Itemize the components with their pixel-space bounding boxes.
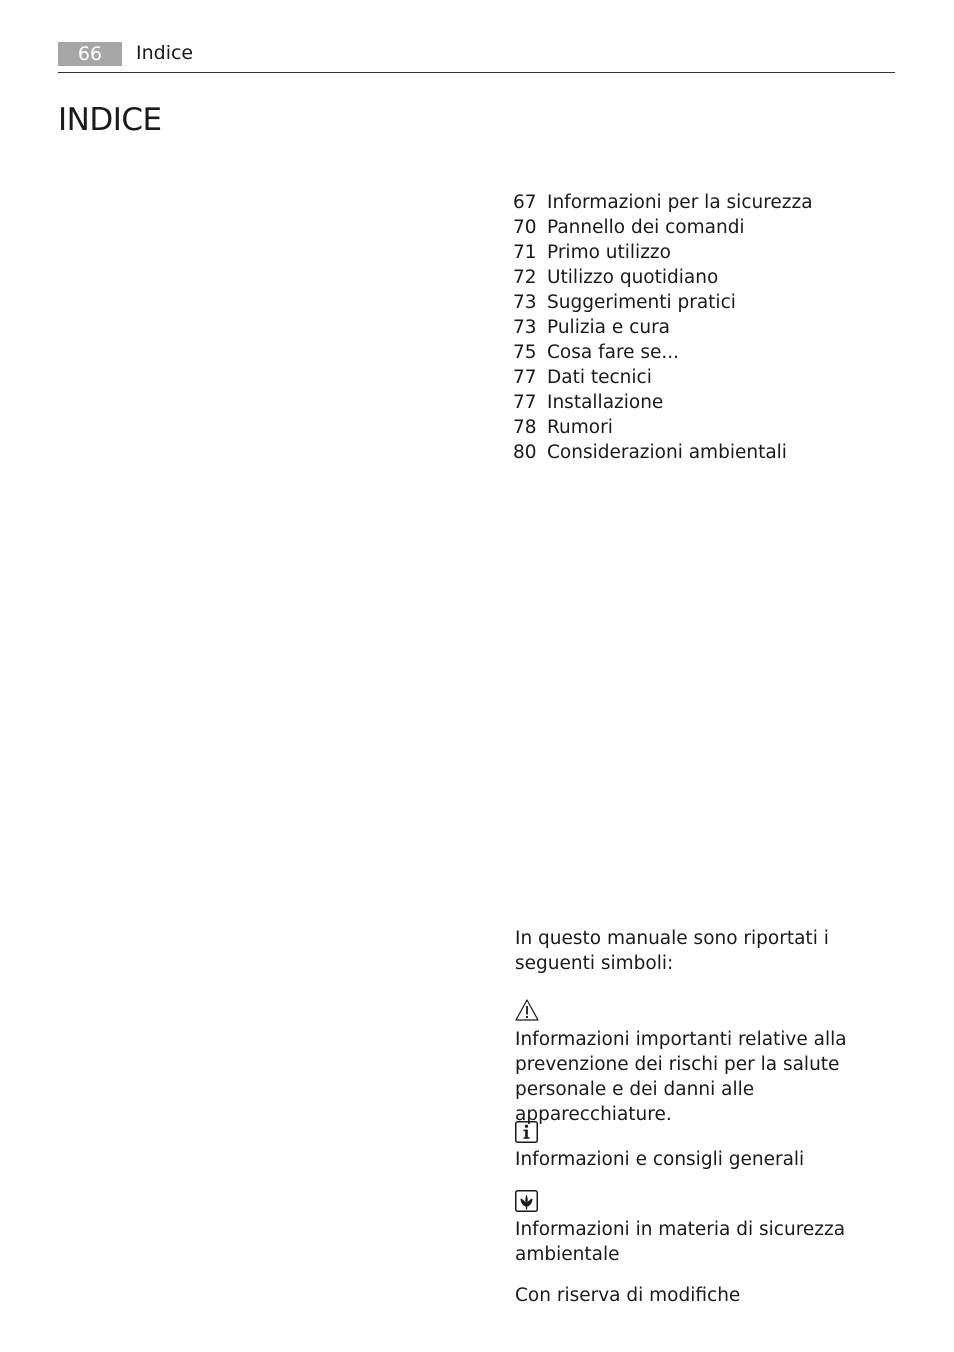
table-of-contents xyxy=(513,190,813,465)
toc-label: Considerazioni ambientali xyxy=(547,442,787,463)
toc-label: Pannello dei comandi xyxy=(547,217,745,238)
toc-page-number: 71 xyxy=(513,242,537,263)
toc-page-number: 80 xyxy=(513,442,537,463)
toc-item[interactable] xyxy=(513,340,813,365)
warning-triangle-icon xyxy=(515,998,539,1022)
toc-page-number: 78 xyxy=(513,417,537,438)
symbols-intro-text: In questo manuale sono riportati i seguenti simboli: xyxy=(515,928,829,974)
toc-item[interactable] xyxy=(513,440,813,465)
environment-description xyxy=(515,1217,900,1267)
toc-page-number: 77 xyxy=(513,367,537,388)
warning-description xyxy=(515,1027,900,1127)
toc-label: Informazioni per la sicurezza xyxy=(547,192,813,213)
toc-item[interactable] xyxy=(513,190,813,215)
toc-page-number: 75 xyxy=(513,342,537,363)
toc-label: Dati tecnici xyxy=(547,367,652,388)
toc-label: Utilizzo quotidiano xyxy=(547,267,719,288)
info-icon xyxy=(515,1121,538,1143)
toc-page-number: 77 xyxy=(513,392,537,413)
toc-item[interactable] xyxy=(513,415,813,440)
symbols-intro xyxy=(515,926,900,976)
toc-page-number: 72 xyxy=(513,267,537,288)
toc-item[interactable] xyxy=(513,240,813,265)
info-symbol xyxy=(515,1121,900,1145)
toc-item[interactable] xyxy=(513,215,813,240)
environment-flower-icon xyxy=(515,1190,538,1212)
toc-label: Pulizia e cura xyxy=(547,317,671,338)
toc-item[interactable] xyxy=(513,290,813,315)
page-title: INDICE xyxy=(58,102,162,138)
running-title: Indice xyxy=(136,42,194,64)
toc-label: Primo utilizzo xyxy=(547,242,671,263)
environment-symbol xyxy=(515,1190,900,1214)
toc-page-number: 70 xyxy=(513,217,537,238)
page-header xyxy=(58,40,895,73)
footer-note-text: Con riserva di modifiche xyxy=(515,1285,741,1306)
toc-label: Installazione xyxy=(547,392,664,413)
toc-label: Cosa fare se... xyxy=(547,342,680,363)
toc-item[interactable] xyxy=(513,315,813,340)
warning-text: Informazioni importanti relative alla prevenzione dei rischi per la salute personale e dei danni alle apparecchiature. xyxy=(515,1029,847,1125)
warning-symbol xyxy=(515,998,900,1024)
toc-page-number: 73 xyxy=(513,317,537,338)
toc-page-number: 67 xyxy=(513,192,537,213)
info-description xyxy=(515,1147,900,1172)
page-number: 66 xyxy=(58,42,122,66)
toc-item[interactable] xyxy=(513,265,813,290)
environment-text: Informazioni in materia di sicurezza ambientale xyxy=(515,1219,846,1265)
toc-item[interactable] xyxy=(513,390,813,415)
info-text: Informazioni e consigli generali xyxy=(515,1149,805,1170)
toc-label: Suggerimenti pratici xyxy=(547,292,736,313)
footer-note xyxy=(515,1283,900,1308)
toc-page-number: 73 xyxy=(513,292,537,313)
toc-label: Rumori xyxy=(547,417,613,438)
toc-item[interactable] xyxy=(513,365,813,390)
